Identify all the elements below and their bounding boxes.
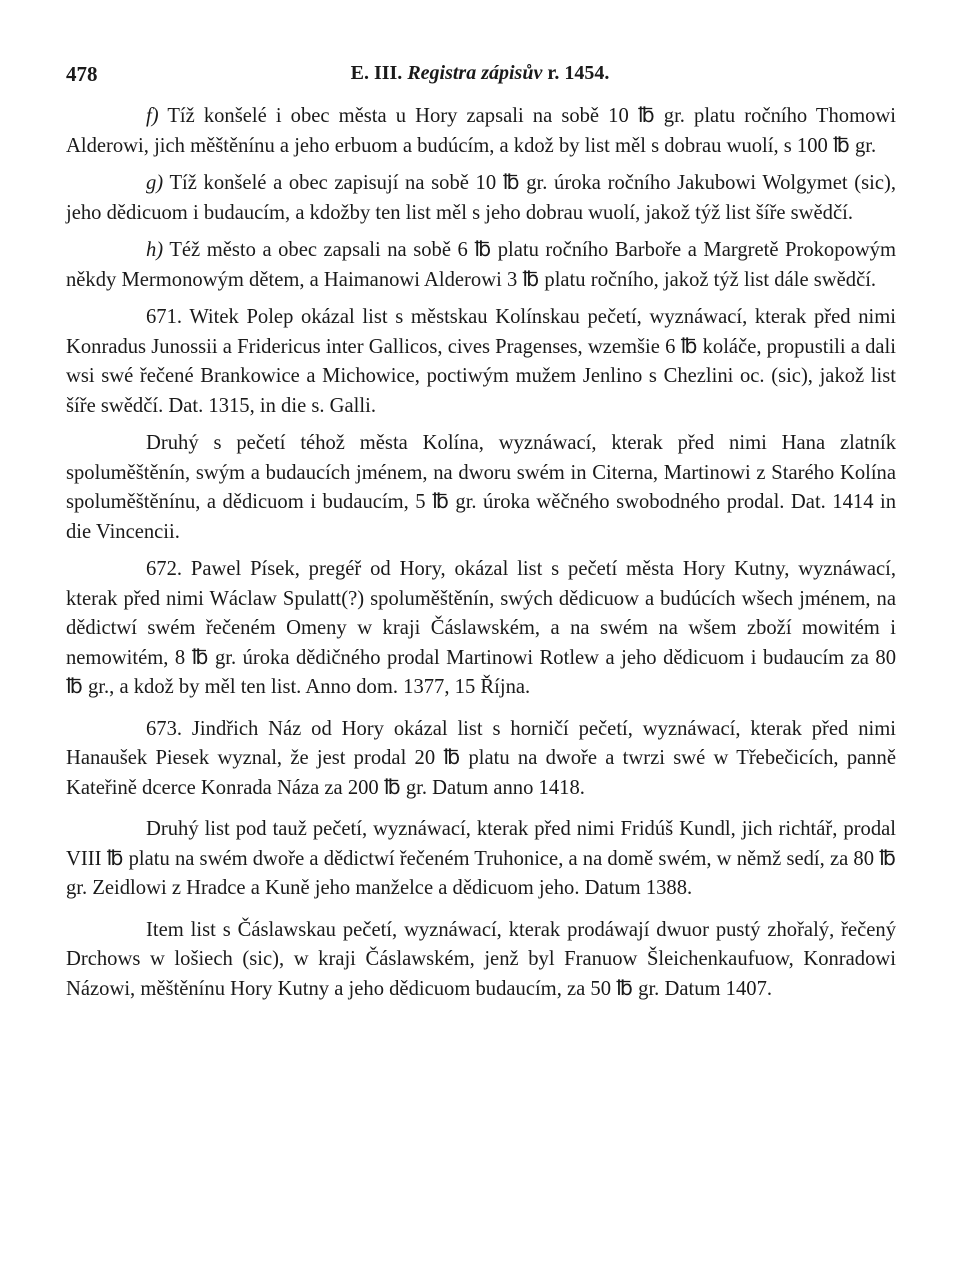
- paragraph-text: Tíž konšelé a obec zapisují na sobě 10 ℔ gr. úroka ročního Jakubowi Wolgymet (sic), jeho dědicuom i budaucím, a kdožby ten list měl s jeho dobrau wuolí, jakož týž list šíře swědčí.: [66, 172, 897, 224]
- entry-673-second: [66, 815, 896, 904]
- entry-673: [66, 715, 896, 804]
- paragraph-text: 671. Witek Polep okázal list s městskau Kolínskau pečetí, wyznáwací, kterak před nimi Konradus Junossii a Fridericus inter Gallicos, cives Pragenses, wzemšie 6 ℔ koláče, propustili a dali wsi swé řečené Brankowice a Michowice, poctiwým mužem Jenlino s Chezlini oc. (sic), jakož list šíře swědčí. Dat. 1315, in die s. Galli.: [66, 306, 896, 417]
- entry-672: [66, 555, 896, 703]
- paragraph-text: 672. Pawel Písek, pregéř od Hory, okázal list s pečetí města Hory Kutny, wyznáwací, kterak před nimi Wáclaw Spulatt(?) spoluměštěnín, swých dědicuow a budúcích wšech jménem, na dědictwí swém řečeném Omeny w kraji Čáslawském, a na swém na wšem zboží mowitém i nemowitém, 8 ℔ gr. úroka dědičného prodal Martinowi Rotlew a jeho dědicuom i budaucím za 80 ℔ gr., a kdož by měl ten list. Anno dom. 1377, 15 Října.: [66, 558, 896, 698]
- item-mark: h): [146, 239, 164, 261]
- running-head-suffix: r. 1454.: [547, 62, 610, 84]
- paragraph-text: Druhý s pečetí téhož města Kolína, wyznáwací, kterak před nimi Hana zlatník spoluměštěnín, swým a budaucích jménem, na dworu swém in Citerna, Martinowi z Starého Kolína spoluměštěnínu, a dědicuom i budaucím, 5 ℔ gr. úroka wěčného swobodného prodal. Dat. 1414 in die Vincencii.: [66, 432, 896, 543]
- running-head: [66, 62, 894, 85]
- page-header: [66, 62, 894, 90]
- body-text: [66, 102, 896, 1004]
- paragraph-text: Tíž konšelé i obec města u Hory zapsali na sobě 10 ℔ gr. platu ročního Thomowi Alderowi, jich měštěnínu a jeho erbuom a budúcím, a kdož by list měl s dobrau wuolí, s 100 ℔ gr.: [66, 105, 896, 157]
- item-mark: g): [146, 172, 164, 194]
- running-head-italic: Registra zápisův: [407, 62, 543, 84]
- paragraph-g: [66, 169, 896, 228]
- paragraph-text: 673. Jindřich Náz od Hory okázal list s horničí pečetí, wyznáwací, kterak před nimi Hanaušek Piesek wyznal, že jest prodal 20 ℔ platu na dwoře a twrzi swé w Třebečicích, panně Kateřině dcerce Konrada Náza za 200 ℔ gr. Datum anno 1418.: [66, 717, 896, 799]
- paragraph-f: [66, 102, 896, 161]
- page-number: 478: [66, 62, 98, 86]
- running-head-prefix: E. III.: [350, 62, 403, 84]
- entry-671: [66, 303, 896, 421]
- paragraph-h: [66, 236, 896, 295]
- paragraph-text: Item list s Čáslawskau pečetí, wyznáwací, kterak prodáwají dwuor pustý zhořalý, řečený Drchows w lošiech (sic), w kraji Čáslawském, jenž byl Franuow Šleichenkaufuow, Konradowi Názowi, měštěnínu Hory Kutny a jeho dědicuom budaucím, za 50 ℔ gr. Datum 1407.: [66, 918, 896, 1000]
- paragraph-text: Též město a obec zapsali na sobě 6 ℔ platu ročního Barboře a Margretě Prokopowým někdy Mermonowým dětem, a Haimanowi Alderowi 3 ℔ platu ročního, jakož týž list dále swědčí.: [66, 239, 897, 291]
- entry-item-list: [66, 916, 896, 1005]
- item-mark: f): [146, 105, 159, 127]
- entry-671-second: [66, 429, 896, 547]
- paragraph-text: Druhý list pod tauž pečetí, wyznáwací, kterak před nimi Fridúš Kundl, jich richtář, prodal VIII ℔ platu na swém dwoře a dědictwí řečeném Truhonice, a na domě swém, w němž sedí, za 80 ℔ gr. Zeidlowi z Hradce a Kuně jeho manželce a dědicuom jeho. Datum 1388.: [66, 818, 896, 899]
